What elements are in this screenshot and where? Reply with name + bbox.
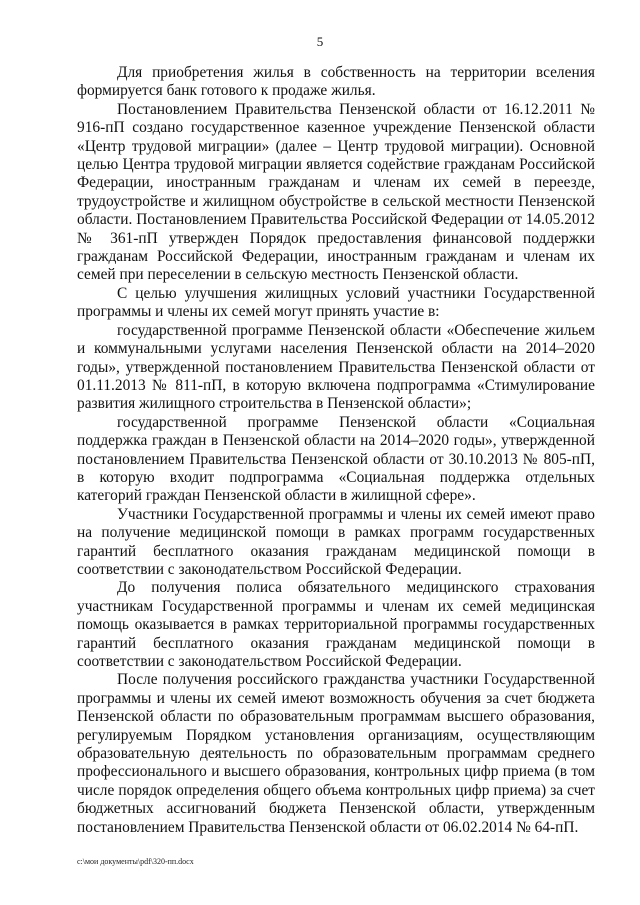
document-body	[77, 64, 595, 837]
page-number: 5	[316, 34, 324, 49]
paragraph-housing-program: государственной программе Пензенской области «Обеспечение жильем и коммунальными услугами населения Пензенской области на 2014–2020 годы», утвержденной постановлением Правительства Пензенской области от 01.11.2013 № 811-пП, в которую включена подпрограмма «Стимулирование развития жилищного строительства в Пензенской области»;	[77, 321, 595, 413]
paragraph-housing-bank: Для приобретения жилья в собственность на территории вселения формируется банк готового к продаже жилья.	[77, 64, 595, 100]
paragraph-social-support-program: государственной программе Пензенской области «Социальная поддержка граждан в Пензенской области на 2014–2020 годы», утвержденной постановлением Правительства Пензенской области от 30.10.2013 № 805-пП, в которую входит подпрограмма «Социальная поддержка отдельных категорий граждан Пензенской области в жилищной сфере».	[77, 413, 595, 505]
paragraph-labor-migration-center: Постановлением Правительства Пензенской области от 16.12.2011 № 916-пП создано государственное казенное учреждение Пензенской области «Центр трудовой миграции» (далее – Центр трудовой миграции). Основной целью Центра трудовой миграции является содействие гражданам Российской Федерации, иностранным гражданам и членам их семей в переезде, трудоустройстве и жилищном обустройстве в сельской местности Пензенской области. Постановлением Правительства Российской Федерации от 14.05.2012 № 361-пП утвержден Порядок предоставления финансовой поддержки гражданам Российской Федерации, иностранным гражданам и членам их семей при переселении в сельскую местность Пензенской области.	[77, 100, 595, 284]
paragraph-education: После получения российского гражданства участники Государственной программы и члены их семей имеют возможность обучения за счет бюджета Пензенской области по образовательным программам высшего образования, регулируемым Порядком установления организациям, осуществляющим образовательную деятельность по образовательным программам среднего профессионального и высшего образования, контрольных цифр приема (в том числе порядок определения общего объема контрольных цифр приема) за счет бюджетных ассигнований бюджета Пензенской области, утвержденным постановлением Правительства Пензенской области от 06.02.2014 № 64-пП.	[77, 671, 595, 836]
paragraph-housing-conditions-intro: С целью улучшения жилищных условий участники Государственной программы и члены их семей могут принять участие в:	[77, 284, 595, 321]
paragraph-medical-before-insurance: До получения полиса обязательного медицинского страхования участникам Государственной программы и членам их семей медицинская помощь оказывается в рамках территориальной программы государственных гарантий бесплатного оказания гражданам медицинской помощи в соответствии с законодательством Российской Федерации.	[77, 579, 595, 670]
footer-file-path: c:\мои документы\pdf\320-пп.docx	[77, 857, 194, 866]
paragraph-medical-care-right: Участники Государственной программы и члены их семей имеют право на получение медицинской помощи в рамках программ государственных гарантий бесплатного оказания гражданам медицинской помощи в соответствии с законодательством Российской Федерации.	[77, 505, 595, 578]
